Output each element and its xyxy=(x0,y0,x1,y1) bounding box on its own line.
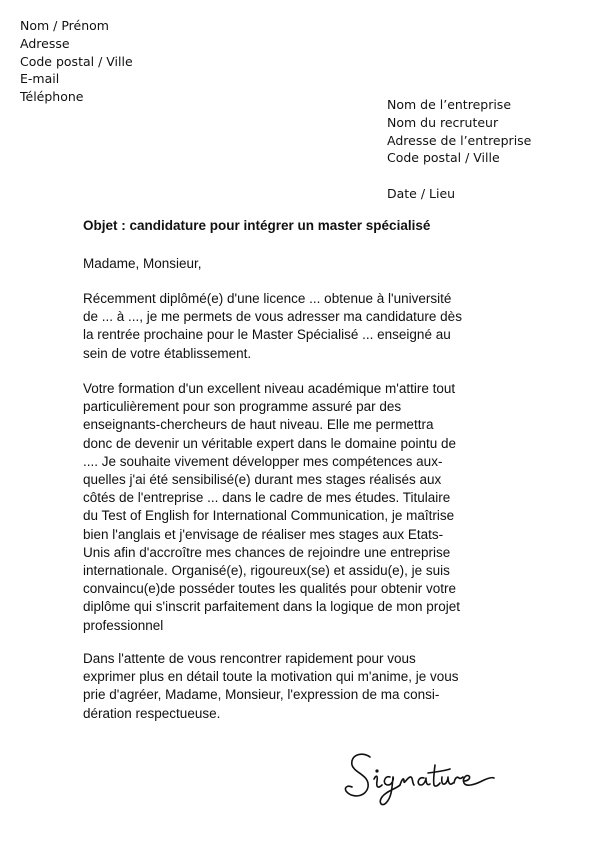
paragraph-line: internationale. Organisé(e), rigoureux(se) et assidu(e), je suis xyxy=(83,563,450,579)
paragraph-line: Unis afin d'accroître mes chances de rejoindre une entreprise xyxy=(83,544,451,560)
recipient-address: Adresse de l’entreprise xyxy=(387,132,532,148)
paragraph-closing xyxy=(83,650,459,723)
paragraph-line: du Test of English for International Communication, je maîtrise xyxy=(83,508,455,524)
sender-address: Adresse xyxy=(20,35,70,51)
paragraph-line: Récemment diplômé(e) d'une licence ... obtenue à l'université xyxy=(83,291,452,306)
sender-phone: Téléphone xyxy=(20,89,84,105)
sender-postal-city: Code postal / Ville xyxy=(20,53,133,69)
paragraph-line: .... Je souhaite vivement développer mes compétences aux- xyxy=(83,453,443,469)
paragraph-line: dération respectueuse. xyxy=(83,705,221,721)
paragraph-line: exprimer plus en détail toute la motivation qui m'anime, je vous xyxy=(83,669,459,685)
paragraph-line: bien l'anglais et j'envisage de réaliser mes stages aux Etats- xyxy=(83,526,444,542)
sender-name: Nom / Prénom xyxy=(20,18,109,33)
signature-drawing xyxy=(340,745,500,815)
paragraph-line: côtés de l'entreprise ... dans le cadre de mes études. Titulaire xyxy=(83,490,451,506)
recipient-recruiter: Nom du recruteur xyxy=(387,114,499,130)
paragraph-line: professionnel xyxy=(83,617,164,633)
recipient-company: Nom de l’entreprise xyxy=(387,97,512,112)
paragraph-line: diplôme qui s'inscrit parfaitement dans la logique de mon projet xyxy=(83,599,461,615)
sender-email: E-mail xyxy=(20,71,60,87)
paragraph-line: la rentrée prochaine pour le Master Spécialisé ... enseigné au xyxy=(83,327,451,343)
handwritten-signature xyxy=(340,745,500,815)
paragraph-line: de ... à ..., je me permets de vous adresser ma candidature dès xyxy=(83,309,462,325)
paragraph-line: enseignants-chercheurs de haut niveau. Elle me permettra xyxy=(83,417,434,433)
salutation: Madame, Monsieur, xyxy=(83,256,202,271)
letter-subject: Objet : candidature pour intégrer un master spécialisé xyxy=(83,218,431,233)
date-place: Date / Lieu xyxy=(387,186,456,201)
sender-block xyxy=(20,17,133,106)
paragraph-line: particulièrement pour son programme assuré par des xyxy=(83,399,402,415)
paragraph-intro xyxy=(83,290,462,363)
paragraph-motivation xyxy=(83,380,460,635)
paragraph-line: convaincu(e)de posséder toutes les qualités pour obtenir votre xyxy=(83,581,456,597)
recipient-postal-city: Code postal / Ville xyxy=(387,150,500,166)
recipient-block xyxy=(387,96,531,167)
paragraph-line: prie d'agréer, Madame, Monsieur, l'expression de ma consi- xyxy=(83,687,440,703)
paragraph-line: Dans l'attente de vous rencontrer rapidement pour vous xyxy=(83,651,416,666)
paragraph-line: Votre formation d'un excellent niveau académique m'attire tout xyxy=(83,381,456,396)
paragraph-line: donc de devenir un véritable expert dans le domaine pointu de xyxy=(83,435,457,451)
paragraph-line: sein de votre établissement. xyxy=(83,345,252,361)
paragraph-line: quelles j'ai été sensibilisé(e) durant mes stages réalisés aux xyxy=(83,472,442,488)
